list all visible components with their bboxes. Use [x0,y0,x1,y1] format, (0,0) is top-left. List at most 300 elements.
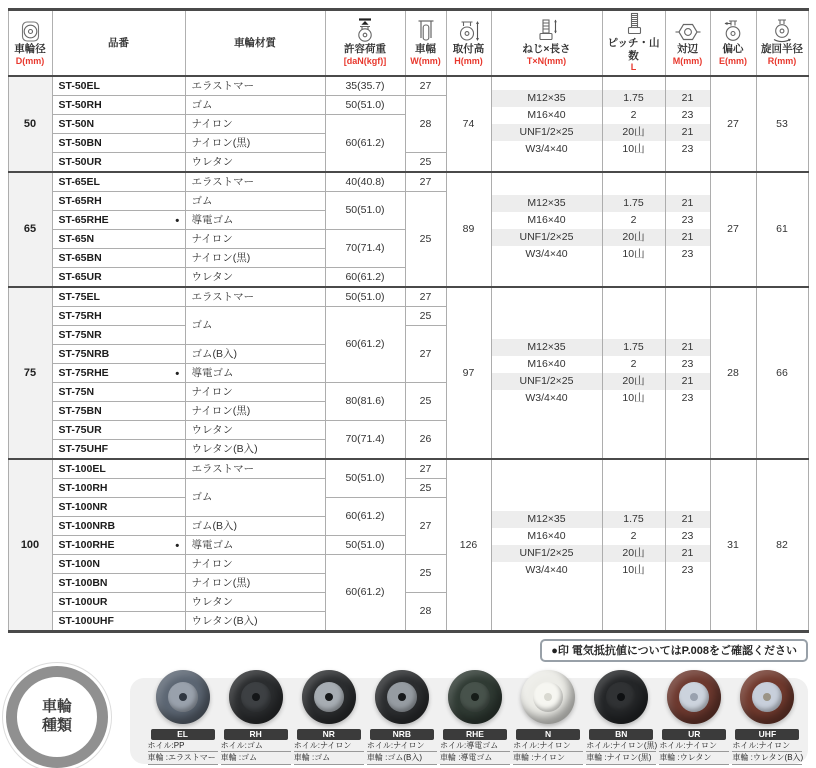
thread-value: M16×40 [527,357,566,370]
material-cell: ゴム [185,306,325,344]
load-cell: 60(61.2) [325,554,405,631]
column-unit: R(mm) [767,55,797,66]
spec-row [8,172,808,192]
width-cell: 25 [405,554,446,592]
turn-radius-cell: 61 [756,172,808,287]
part-number-cell [52,325,185,344]
wheel-photo-n [521,670,575,724]
mount-height-cell: 74 [446,76,491,172]
wheel-type-item-nr [292,682,365,765]
material-cell: ナイロン [185,229,325,248]
badge-text [42,698,72,736]
column-label: 車輪径 [14,43,46,56]
part-number-cell [52,478,185,497]
part-number: ST-50RH [58,98,102,111]
mount-height-cell: 126 [446,459,491,632]
width-cell: 25 [405,478,446,497]
flats-value: 23 [681,357,694,370]
column-label: 車幅 [415,43,436,56]
material-cell: 導電ゴム [185,210,325,229]
pitch-value: 1.75 [603,511,665,528]
tire-material-label: 車輪 :ゴム [294,752,364,765]
column-header-eccentricity [710,10,756,76]
material-cell: ナイロン(黒) [185,248,325,267]
wheel-type-item-nrb [365,682,438,765]
column-label: ねじ×長さ [522,43,571,56]
pitch-stack [603,195,665,263]
thread-value: UNF1/2×25 [492,545,602,562]
wheel-axle-hole [325,693,333,701]
load-cell: 50(51.0) [325,459,405,498]
part-number-cell [52,172,185,192]
wheel-material-label: ホイル:ナイロン(黒) [586,740,656,753]
wheel-width-icon [406,20,446,43]
load-cell: 50(51.0) [325,535,405,554]
part-number: ST-50N [58,117,95,130]
pitch-stack [603,511,665,579]
material-cell: ウレタン(B入) [185,439,325,459]
wheel-axle-hole [471,693,479,701]
part-number-cell [52,95,185,114]
column-unit: D(mm) [15,55,45,66]
part-number-cell [52,439,185,459]
part-number-cell [52,306,185,325]
load-cell: 35(35.7) [325,76,405,96]
pitch-cell [602,287,665,459]
wheel-axle-hole [252,693,260,701]
part-number-cell [52,592,185,611]
wheel-code-badge: RH [224,729,288,740]
column-header-height [446,10,491,76]
load-cell: 70(71.4) [325,420,405,459]
material-cell: ウレタン [185,152,325,172]
wheel-material-label: ホイル:導電ゴム [440,740,510,753]
width-cell: 27 [405,459,446,479]
thread-value: M12×35 [492,511,602,528]
wheel-type-item-rh [219,682,292,765]
load-cell: 70(71.4) [325,229,405,267]
thread-value: W3/4×40 [525,248,568,261]
flats-value: 21 [666,511,710,528]
pitch-value: 1.75 [603,195,665,212]
wheel-type-item-uhf [731,682,804,765]
part-number: ST-75NR [58,328,102,341]
material-cell: ウレタン [185,592,325,611]
part-number-cell [52,382,185,401]
wheel-types-section [0,666,816,766]
part-number-cell [52,133,185,152]
flats-value: 23 [681,142,694,155]
column-label: 旋回半径 [761,43,803,56]
part-number-cell [52,344,185,363]
wheel-axle-hole [763,693,771,701]
pitch-cell [602,76,665,172]
badge-line-1: 車輪 [41,697,72,715]
material-cell: ウレタン(B入) [185,611,325,631]
wheel-material-label: ホイル:ナイロン [732,740,802,753]
column-unit: W(mm) [410,55,441,66]
thread-stack [492,90,602,158]
turn-radius-cell: 66 [756,287,808,459]
pitch-value: 20山 [603,229,665,246]
part-number-cell [52,229,185,248]
wheel-axle-hole [179,693,187,701]
wheel-types-panel [130,678,808,764]
part-number-cell [52,248,185,267]
flats-value: 21 [666,90,710,107]
column-unit: T×N(mm) [526,55,567,66]
wheel-axle-hole [544,693,552,701]
width-cell: 27 [405,172,446,192]
tire-material-label: 車輪 :ウレタン [659,752,729,765]
column-unit: M(mm) [672,55,703,66]
column-label: 対辺 [677,43,698,56]
flats-value: 21 [666,229,710,246]
part-number: ST-65RH [58,194,102,207]
eccentricity-icon [711,20,756,43]
wheel-type-item-el [146,682,219,765]
material-cell: ゴム(B入) [185,516,325,535]
material-cell: ナイロン [185,114,325,133]
column-label: ピッチ・山数 [607,37,660,62]
pitch-value: 10山 [622,391,645,404]
column-header-material [185,10,325,76]
part-number: ST-75NRB [58,347,110,360]
flats-cell [665,459,710,632]
part-number-cell [52,287,185,307]
pitch-value: 20山 [603,545,665,562]
part-number-cell [52,497,185,516]
column-header-width [405,10,446,76]
part-number: ST-75EL [58,290,100,303]
load-cell: 60(61.2) [325,267,405,287]
pitch-value: 1.75 [603,90,665,107]
wheel-code-badge: BN [589,729,653,740]
part-number: ST-75N [58,385,95,398]
tire-material-label: 車輪 :ウレタン(B入) [732,752,802,765]
hex-flats-icon [666,20,710,43]
thread-value: M16×40 [527,529,566,542]
load-cell: 60(61.2) [325,306,405,382]
material-cell: 導電ゴム [185,363,325,382]
screw-length-icon [492,20,602,43]
wheel-code-badge: UR [662,729,726,740]
thread-value: M12×35 [492,339,602,356]
part-number: ST-50EL [58,79,100,92]
flats-value: 23 [681,529,694,542]
column-unit: [daN(kgf)] [343,55,387,66]
flats-value: 21 [666,339,710,356]
pitch-value: 20山 [603,373,665,390]
pitch-value: 2 [630,357,637,370]
material-cell: ゴム(B入) [185,344,325,363]
thread-value: M12×35 [492,90,602,107]
part-number-cell [52,210,185,229]
material-cell: ゴム [185,95,325,114]
material-cell: 導電ゴム [185,535,325,554]
material-cell: ウレタン [185,267,325,287]
part-number: ST-75RHE [58,366,109,379]
eccentricity-cell: 27 [710,76,756,172]
electric-resistance-mark: ● [174,367,180,377]
thread-value: UNF1/2×25 [492,229,602,246]
column-header-load [325,10,405,76]
flats-value: 21 [666,545,710,562]
flats-value: 21 [666,195,710,212]
part-number: ST-100UR [58,595,108,608]
part-number: ST-75UHF [58,442,109,455]
width-cell: 25 [405,382,446,420]
pitch-value: 10山 [622,563,645,576]
part-number-cell [52,611,185,631]
part-number: ST-100N [58,557,100,570]
pitch-value: 10山 [622,142,645,155]
part-number-cell [52,573,185,592]
flats-stack [666,195,710,263]
part-number: ST-65EL [58,175,100,188]
pitch-cell [602,172,665,287]
electric-resistance-mark: ● [174,214,180,224]
column-label: 偏心 [722,43,744,56]
column-header-diameter [8,10,52,76]
header-row [8,10,808,76]
wheel-photo-uhf [740,670,794,724]
tire-material-label: 車輪 :ナイロン(黒) [586,752,656,765]
part-number: ST-100UHF [58,614,114,627]
catalog-page [0,8,816,763]
mount-height-cell: 97 [446,287,491,459]
wheel-material-label: ホイル:ナイロン [513,740,583,753]
spec-row [8,459,808,479]
width-cell: 28 [405,592,446,631]
wheel-type-item-bn [585,682,658,765]
part-number-cell [52,516,185,535]
wheel-photo-el [156,670,210,724]
material-cell: ナイロン(黒) [185,573,325,592]
wheel-photo-rh [229,670,283,724]
width-cell: 25 [405,306,446,325]
part-number-cell [52,459,185,479]
part-number-cell [52,554,185,573]
material-cell: ゴム [185,478,325,516]
allowable-load-icon [326,20,405,43]
wheel-diameter-cell: 100 [8,459,52,632]
wheel-photo-nr [302,670,356,724]
pitch-value: 2 [630,214,637,227]
width-cell: 28 [405,95,446,152]
flats-value: 23 [681,391,694,404]
eccentricity-cell: 27 [710,172,756,287]
eccentricity-cell: 28 [710,287,756,459]
wheel-material-label: ホイル:ゴム [221,740,291,753]
wheel-axle-hole [690,693,698,701]
wheel-axle-hole [617,693,625,701]
spec-row [8,287,808,307]
turn-radius-icon [757,20,808,43]
part-number: ST-100RHE [58,538,115,551]
wheel-diameter-icon [9,20,52,43]
part-number: ST-75BN [58,404,102,417]
pitch-cell [602,459,665,632]
wheel-axle-hole [398,693,406,701]
part-number-cell [52,152,185,172]
material-cell: ナイロン(黒) [185,133,325,152]
part-number: ST-100RH [58,481,108,494]
width-cell: 27 [405,287,446,307]
part-number: ST-100NRB [58,519,116,532]
wheel-type-item-rhe [438,682,511,765]
pitch-value: 10山 [622,248,645,261]
tire-material-label: 車輪 :ナイロン [513,752,583,765]
column-unit: H(mm) [454,55,483,66]
flats-value: 21 [666,124,710,141]
flats-value: 23 [681,108,694,121]
thread-value: M12×35 [492,195,602,212]
column-header-thread [491,10,602,76]
width-cell: 27 [405,497,446,554]
pitch-value: 2 [630,529,637,542]
spec-row [8,76,808,96]
load-cell: 50(51.0) [325,95,405,114]
wheel-type-item-ur [658,682,731,765]
tire-material-label: 車輪 :ゴム [221,752,291,765]
tire-material-label: 車輪 :エラストマー [148,752,218,765]
part-number-cell [52,420,185,439]
part-number: ST-65BN [58,251,102,264]
pitch-value: 2 [630,108,637,121]
load-cell: 60(61.2) [325,114,405,172]
part-number: ST-65N [58,232,95,245]
tire-material-label: 車輪 :導電ゴム [440,752,510,765]
material-cell: ナイロン [185,554,325,573]
flats-value: 23 [681,563,694,576]
wheel-material-label: ホイル:ナイロン [659,740,729,753]
material-cell: ナイロン [185,382,325,401]
wheel-material-label: ホイル:ナイロン [294,740,364,753]
wheel-material-label: ホイル:PP [148,740,218,753]
pitch-stack [603,90,665,158]
flats-cell [665,76,710,172]
column-header-flats [665,10,710,76]
wheel-code-badge: NR [297,729,361,740]
part-number-cell [52,401,185,420]
thread-value: M16×40 [527,108,566,121]
load-cell: 50(51.0) [325,287,405,307]
flats-stack [666,511,710,579]
part-number: ST-50UR [58,155,102,168]
column-label: 許容荷重 [344,43,386,56]
flats-value: 21 [666,373,710,390]
wheel-photo-bn [594,670,648,724]
thread-pitch-icon [603,14,665,37]
pitch-value: 1.75 [603,339,665,356]
part-number: ST-100BN [58,576,108,589]
wheel-code-badge: EL [151,729,215,740]
wheel-code-badge: UHF [735,729,799,740]
thread-value: M16×40 [527,214,566,227]
wheel-diameter-cell: 75 [8,287,52,459]
thread-stack [492,339,602,407]
tire-material-label: 車輪 :ゴム(B入) [367,752,437,765]
thread-value: W3/4×40 [525,391,568,404]
wheel-types-badge [6,666,108,768]
wheel-photo-rhe [448,670,502,724]
mount-height-cell: 89 [446,172,491,287]
flats-cell [665,287,710,459]
load-cell: 60(61.2) [325,497,405,535]
width-cell: 26 [405,420,446,459]
wheel-diameter-cell: 50 [8,76,52,172]
width-cell: 25 [405,191,446,287]
turn-radius-cell: 53 [756,76,808,172]
load-cell: 40(40.8) [325,172,405,192]
note-row [8,639,808,662]
electric-resistance-mark: ● [174,539,180,549]
thread-cell [491,287,602,459]
part-number: ST-75RH [58,309,102,322]
material-cell: エラストマー [185,459,325,479]
part-number-cell [52,191,185,210]
thread-cell [491,459,602,632]
column-header-pitch [602,10,665,76]
wheel-code-badge: NRB [370,729,434,740]
part-number: ST-65UR [58,270,102,283]
thread-stack [492,511,602,579]
column-label: 車輪材質 [234,36,276,49]
mount-height-icon [447,20,491,43]
material-cell: ウレタン [185,420,325,439]
width-cell: 27 [405,325,446,382]
thread-cell [491,172,602,287]
flats-stack [666,339,710,407]
thread-cell [491,76,602,172]
column-header-radius [756,10,808,76]
part-number-cell [52,535,185,554]
load-cell: 50(51.0) [325,191,405,229]
wheel-code-badge: RHE [443,729,507,740]
column-label: 品番 [108,36,129,49]
material-cell: エラストマー [185,287,325,307]
width-cell: 25 [405,152,446,172]
thread-value: UNF1/2×25 [492,373,602,390]
part-number-cell [52,114,185,133]
turn-radius-cell: 82 [756,459,808,632]
width-cell: 27 [405,76,446,96]
load-cell: 80(81.6) [325,382,405,420]
flats-value: 23 [681,248,694,261]
wheel-material-label: ホイル:ナイロン [367,740,437,753]
part-number-cell [52,363,185,382]
material-cell: エラストマー [185,76,325,96]
part-number: ST-50BN [58,136,102,149]
part-number: ST-100NR [58,500,108,513]
badge-line-2: 種類 [41,716,72,734]
electric-resistance-note: ●印 電気抵抗値についてはP.008をご確認ください [540,639,808,662]
pitch-stack [603,339,665,407]
spec-table-body [8,76,808,632]
wheel-photo-nrb [375,670,429,724]
column-unit: E(mm) [718,55,747,66]
wheel-diameter-cell: 65 [8,172,52,287]
flats-stack [666,90,710,158]
part-number: ST-75UR [58,423,102,436]
thread-value: W3/4×40 [525,142,568,155]
flats-value: 23 [681,214,694,227]
wheel-type-item-n [512,682,585,765]
column-label: 取付高 [452,43,485,56]
wheel-photo-ur [667,670,721,724]
part-number: ST-65RHE [58,213,109,226]
